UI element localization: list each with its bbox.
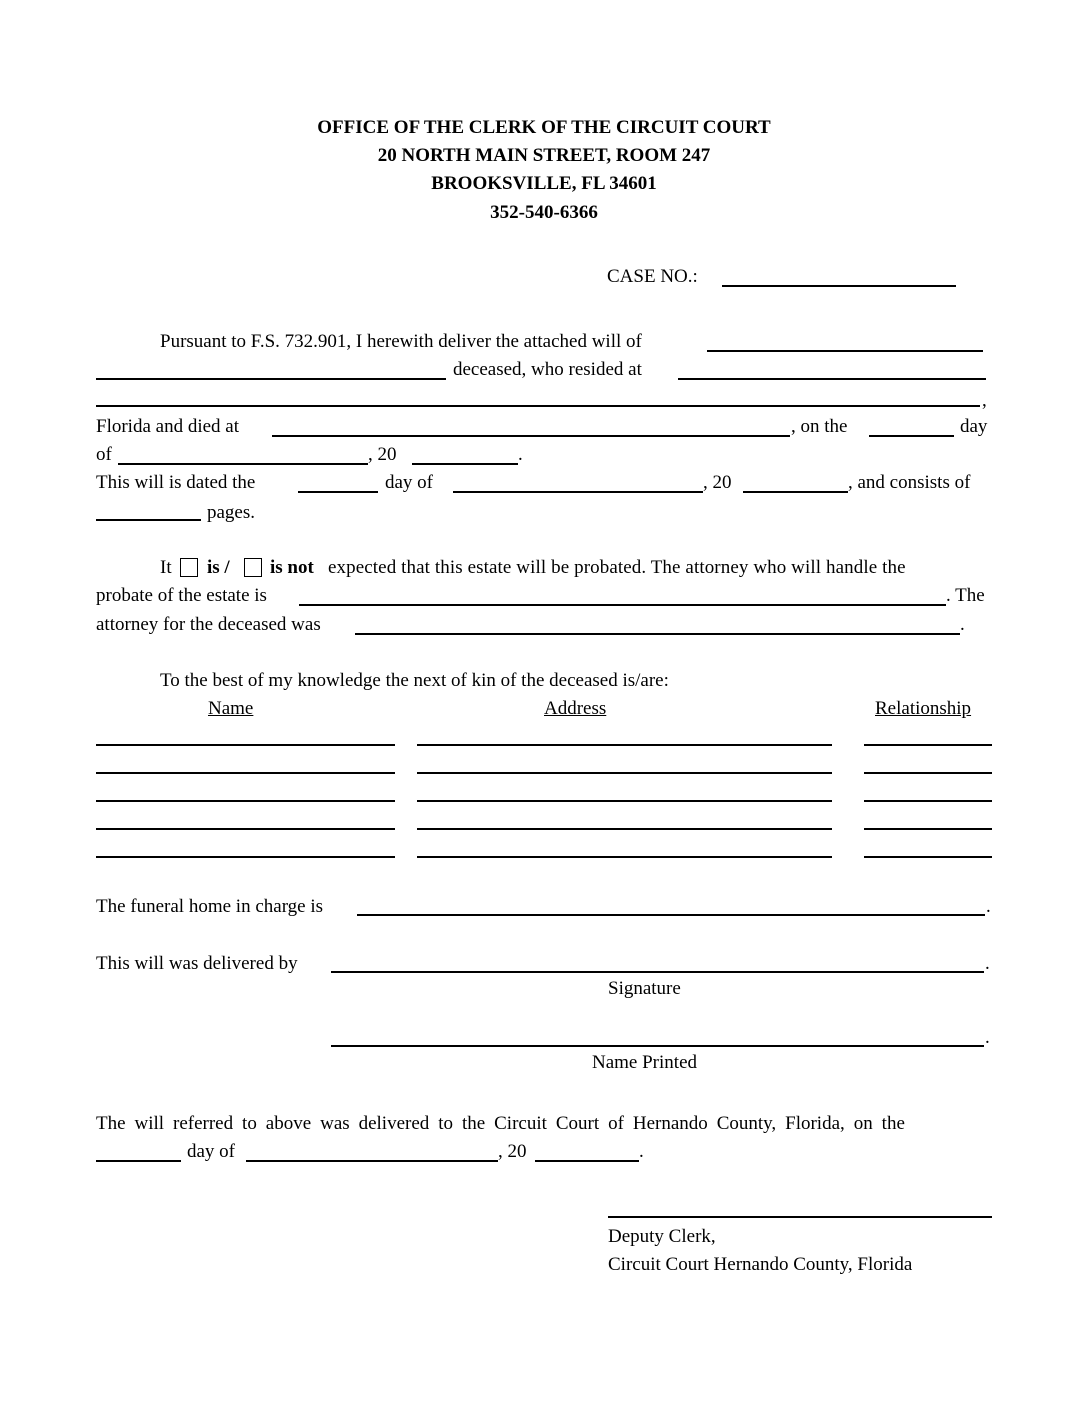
case-number-label: CASE NO.: bbox=[607, 266, 698, 287]
the-text: . The bbox=[946, 585, 985, 606]
kin-address-field[interactable] bbox=[417, 828, 832, 830]
funeral-home-field[interactable] bbox=[357, 914, 985, 916]
day-of-text: day of bbox=[385, 472, 434, 493]
kin-relationship-field[interactable] bbox=[864, 744, 992, 746]
period-text: . bbox=[639, 1141, 644, 1162]
page-count-field[interactable] bbox=[96, 519, 201, 521]
is-not-probated-checkbox[interactable] bbox=[244, 558, 262, 577]
period-text: . bbox=[986, 896, 991, 917]
kin-name-field[interactable] bbox=[96, 800, 395, 802]
probate-estate-text: probate of the estate is bbox=[96, 585, 267, 606]
comma-text: , bbox=[982, 390, 987, 411]
death-year-field[interactable] bbox=[412, 463, 518, 465]
pages-text: pages. bbox=[207, 502, 256, 523]
delivery-day-field[interactable] bbox=[96, 1160, 181, 1162]
deceased-attorney-field[interactable] bbox=[355, 633, 960, 635]
comma-20-text: , 20 bbox=[498, 1141, 527, 1162]
header-phone: 352-540-6366 bbox=[490, 202, 598, 223]
consists-of-text: , and consists of bbox=[848, 472, 971, 493]
day-text: day bbox=[960, 416, 988, 437]
header-office: OFFICE OF THE CLERK OF THE CIRCUIT COURT bbox=[317, 117, 771, 138]
delivery-statement-text: The will referred to above was delivered to the Circuit Court of Hernando County, Florida, on the bbox=[96, 1113, 905, 1134]
attorney-deceased-text: attorney for the deceased was bbox=[96, 614, 321, 635]
is-text: is / bbox=[207, 557, 230, 578]
kin-address-field[interactable] bbox=[417, 856, 832, 858]
deceased-resided-text: deceased, who resided at bbox=[453, 359, 642, 380]
residence-field[interactable] bbox=[678, 378, 986, 380]
column-header-relationship: Relationship bbox=[875, 698, 972, 719]
header-city: BROOKSVILLE, FL 34601 bbox=[431, 173, 657, 194]
signature-caption: Signature bbox=[608, 978, 681, 999]
funeral-home-label: The funeral home in charge is bbox=[96, 896, 324, 917]
deceased-name-field[interactable] bbox=[707, 350, 983, 352]
period-text: . bbox=[960, 614, 965, 635]
residence-continued-field[interactable] bbox=[96, 405, 980, 407]
kin-relationship-field[interactable] bbox=[864, 772, 992, 774]
of-text: of bbox=[96, 444, 112, 465]
kin-address-field[interactable] bbox=[417, 744, 832, 746]
place-of-death-field[interactable] bbox=[272, 435, 790, 437]
name-printed-caption: Name Printed bbox=[592, 1052, 698, 1073]
kin-address-field[interactable] bbox=[417, 772, 832, 774]
kin-relationship-field[interactable] bbox=[864, 828, 992, 830]
comma-20b-text: , 20 bbox=[703, 472, 732, 493]
delivered-by-label: This will was delivered by bbox=[96, 953, 298, 974]
pursuant-text: Pursuant to F.S. 732.901, I herewith deliver the attached will of bbox=[160, 331, 642, 352]
kin-address-field[interactable] bbox=[417, 800, 832, 802]
deputy-clerk-court: Circuit Court Hernando County, Florida bbox=[608, 1254, 913, 1275]
kin-name-field[interactable] bbox=[96, 828, 395, 830]
case-number-field[interactable] bbox=[722, 285, 956, 287]
deputy-clerk-title: Deputy Clerk, bbox=[608, 1226, 716, 1247]
period-text: . bbox=[985, 1027, 990, 1048]
will-year-field[interactable] bbox=[743, 491, 848, 493]
kin-relationship-field[interactable] bbox=[864, 856, 992, 858]
death-month-field[interactable] bbox=[118, 463, 368, 465]
death-day-field[interactable] bbox=[869, 435, 954, 437]
is-not-text: is not bbox=[270, 557, 314, 578]
header-address: 20 NORTH MAIN STREET, ROOM 247 bbox=[377, 145, 711, 166]
day-of-text: day of bbox=[187, 1141, 236, 1162]
will-dated-text: This will is dated the bbox=[96, 472, 256, 493]
column-header-address: Address bbox=[544, 698, 607, 719]
kin-relationship-field[interactable] bbox=[864, 800, 992, 802]
name-printed-field[interactable] bbox=[331, 1045, 984, 1047]
column-header-name: Name bbox=[208, 698, 254, 719]
will-month-field[interactable] bbox=[453, 491, 703, 493]
period-text: . bbox=[985, 953, 990, 974]
comma-20-text: , 20 bbox=[368, 444, 397, 465]
deceased-name-continued-field[interactable] bbox=[96, 378, 446, 380]
will-day-field[interactable] bbox=[298, 491, 378, 493]
it-text: It bbox=[160, 557, 172, 578]
on-the-text: , on the bbox=[791, 416, 848, 437]
expected-text: expected that this estate will be probated. The attorney who will handle the bbox=[328, 557, 906, 578]
kin-name-field[interactable] bbox=[96, 744, 395, 746]
next-of-kin-intro: To the best of my knowledge the next of kin of the deceased is/are: bbox=[160, 670, 669, 691]
delivery-month-field[interactable] bbox=[246, 1160, 498, 1162]
kin-name-field[interactable] bbox=[96, 772, 395, 774]
period-text: . bbox=[518, 444, 523, 465]
is-probated-checkbox[interactable] bbox=[180, 558, 198, 577]
probate-attorney-field[interactable] bbox=[299, 604, 946, 606]
kin-name-field[interactable] bbox=[96, 856, 395, 858]
deputy-clerk-signature-field[interactable] bbox=[608, 1216, 992, 1218]
signature-field[interactable] bbox=[331, 971, 984, 973]
florida-died-at-text: Florida and died at bbox=[96, 416, 239, 437]
delivery-year-field[interactable] bbox=[535, 1160, 639, 1162]
